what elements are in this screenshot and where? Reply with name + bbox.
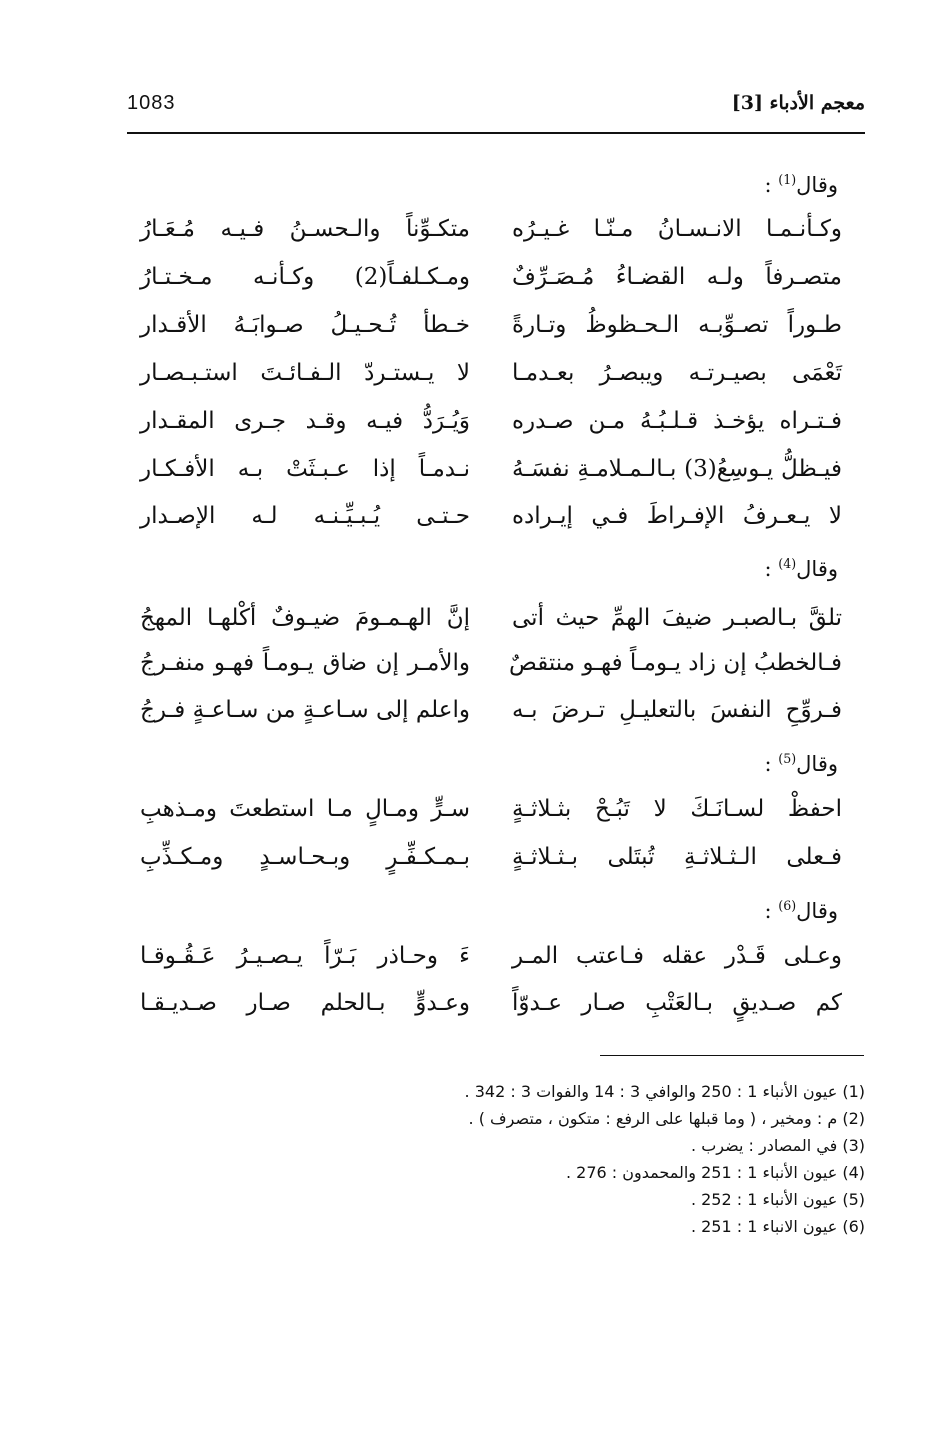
verse-line: [140, 605, 842, 645]
verse-first-hemistich: طـوراً تصـوِّبـه الـحـظوظُ وتـارةً: [512, 312, 842, 338]
verse-line: [140, 796, 842, 836]
verse-first-hemistich: احفظْ لسـانَـكَ لا تَبُـحْ بثـلاثـةٍ: [512, 796, 842, 822]
verse-line: [140, 943, 842, 983]
footnote-4: (4) عيون الأنباء 1 : 251 والمحمدون : 276 .: [566, 1163, 865, 1182]
verse-line: [140, 360, 842, 400]
verse-second-hemistich: واعلم إلى سـاعـةٍ من سـاعـةٍ فـرجُ: [140, 697, 470, 723]
footnote-rule: [600, 1055, 864, 1056]
verse-first-hemistich: وعـلى قَـدْر عقله فـاعتب المـر: [512, 943, 842, 969]
said-intro-1: وقال$^{(1)}$ :: [764, 172, 838, 197]
verse-line: [140, 650, 842, 690]
verse-line: [140, 456, 842, 496]
verse-second-hemistich: بـمـكـفِّـرٍ وبـحـاسـدٍ ومـكـذِّبِ: [140, 844, 470, 870]
verse-line: [140, 697, 842, 737]
verse-line: [140, 503, 842, 543]
verse-first-hemistich: تَعْمَى بصيـرتـه ويبصـرُ بعـدمـا: [512, 360, 842, 386]
verse-first-hemistich: فـعلى الـثـلاثـةِ تُبتَلى بـثـلاثـةٍ: [512, 844, 842, 870]
verse-second-hemistich: وَيُـرَدُّ فيـه وقـد جـرى المقـدار: [140, 408, 470, 434]
verse-first-hemistich: فـالخطبُ إن زاد يـومـاً فهـو منتقصٌ: [509, 650, 842, 676]
verse-first-hemistich: تلقَّ بـالصبـر ضيفَ الهمِّ حيث أتى: [512, 605, 842, 631]
header-rule: [127, 132, 865, 134]
verse-second-hemistich: ءَ وحـاذر بَـرّاً يـصـيـرُ عَـقُـوقـا: [140, 943, 470, 969]
verse-second-hemistich: خـطأ تُـحـيـلُ صـوابَـهُ الأقـدار: [140, 312, 470, 338]
verse-second-hemistich: ومـكـلفـاً(2) وكـأنـه مـخـتـارُ: [140, 264, 470, 290]
verse-second-hemistich: والأمـر إن ضاق يـومـاً فهـو منفـرجُ: [140, 650, 470, 676]
footnote-6: (6) عيون الانباء 1 : 251 .: [690, 1217, 865, 1236]
said-intro-4: وقال$^{(6)}$ :: [764, 898, 838, 923]
footnote-3: (3) في المصادر : يضرب .: [691, 1136, 865, 1155]
verse-first-hemistich: كم صـديقٍ بـالعَتْبِ صـار عـدوّاً: [512, 990, 842, 1016]
footnotes: [305, 1078, 865, 1240]
footnote-5: (5) عيون الأنباء 1 : 252 .: [690, 1190, 865, 1209]
verse-line: [140, 216, 842, 256]
said-intro-2: وقال$^{(4)}$ :: [764, 556, 838, 581]
verse-first-hemistich: وكـأنـمـا الانـسـانُ مـنّـا غـيـرُه: [512, 216, 842, 242]
verse-line: [140, 990, 842, 1030]
page-number: 1083: [127, 92, 176, 114]
verse-first-hemistich: فـتـراه يؤخـذ قـلـبُـهُ مـن صـدره: [512, 408, 842, 434]
verse-second-hemistich: لا يـستـردّ الـفـائـتَ استـبـصـار: [140, 360, 470, 386]
verse-line: [140, 264, 842, 304]
verse-second-hemistich: وعـدوٍّ بـالحلم صـار صـديـقـا: [140, 990, 470, 1016]
verse-second-hemistich: متكـوِّناً والـحسـنُ فـيـه مُـعَـارُ: [140, 216, 470, 242]
verse-first-hemistich: متصـرفاً ولـه القضـاءُ مُـصَـرِّفٌ: [512, 264, 842, 290]
verse-first-hemistich: فيـظلُّ يـوسِعُ(3) بـالـمـلامـةِ نفسَـهُ: [512, 456, 842, 482]
verse-second-hemistich: نـدمـاً إذا عـبـثَتْ بـه الأفـكـار: [140, 456, 470, 482]
verse-line: [140, 408, 842, 448]
verse-line: [140, 844, 842, 884]
verse-line: [140, 312, 842, 352]
running-title: معجم الأدباء [3]: [731, 92, 865, 114]
footnote-2: (2) م : ومخير ، ( وما قبلها على الرفع : متكون ، متصرف ) .: [468, 1109, 865, 1128]
verse-second-hemistich: حـتـى يُـبـيِّـنـه لـه الإصـدار: [140, 503, 470, 529]
verse-second-hemistich: إنَّ الهـمـومَ ضيـوفٌ أكْلهـا المهجُ: [140, 605, 470, 631]
footnote-1: (1) عيون الأنباء 1 : 250 والوافي 3 : 14 والفوات 3 : 342 .: [464, 1082, 865, 1101]
said-intro-3: وقال$^{(5)}$ :: [764, 751, 838, 776]
verse-second-hemistich: سـرٍّ ومـالٍ مـا استطعتَ ومـذهبِ: [140, 796, 470, 822]
page-header: [127, 92, 865, 130]
verse-first-hemistich: لا يـعـرفُ الإفـراطَ فـي إيـراده: [512, 503, 842, 529]
verse-first-hemistich: فـروِّحِ النفسَ بالتعليـلِ تـرضَ بـه: [512, 697, 842, 723]
